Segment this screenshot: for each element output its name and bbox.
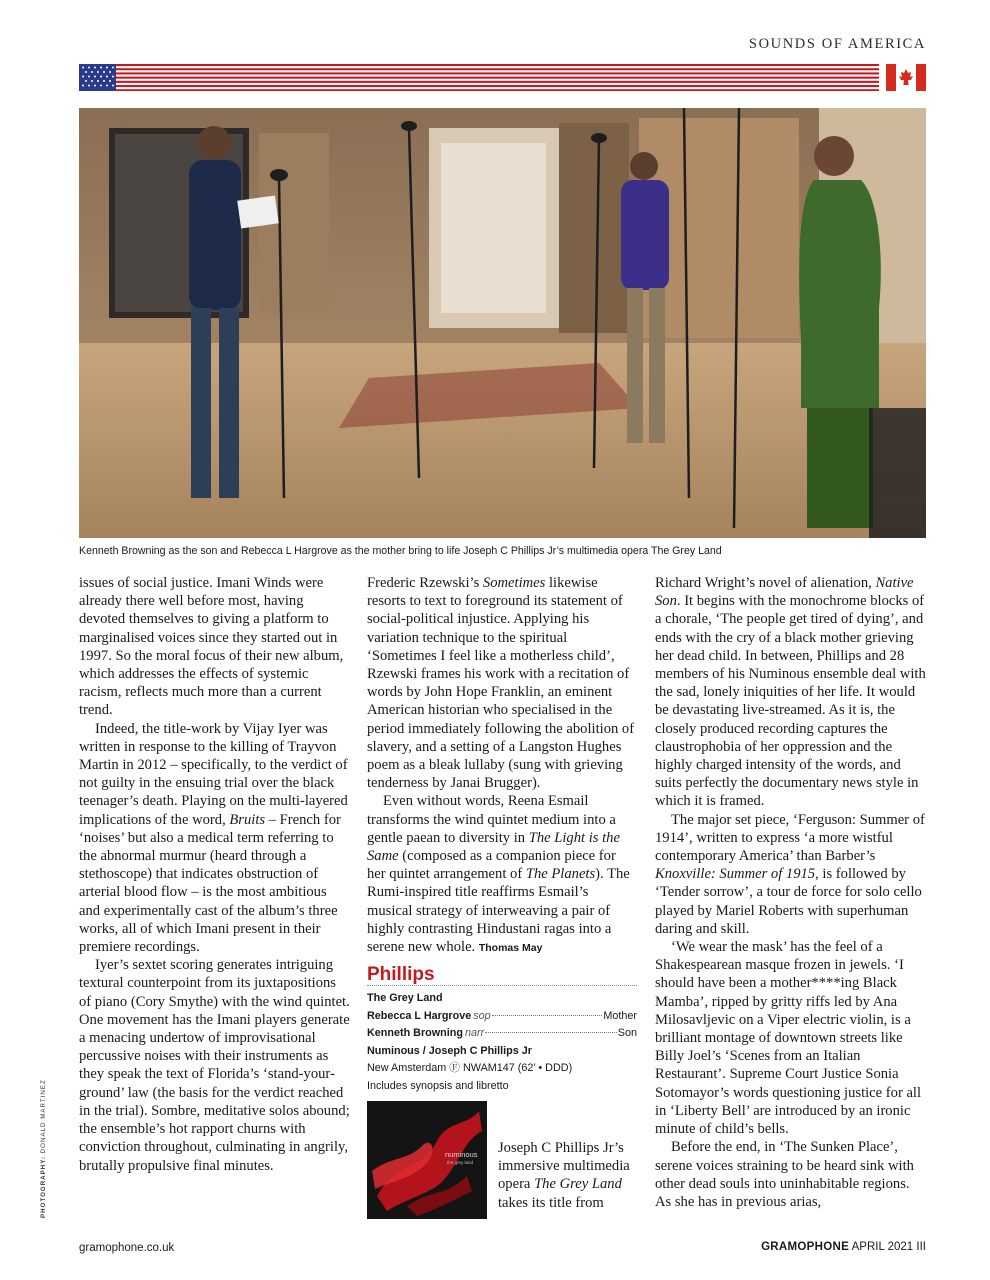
review-body (367, 1101, 637, 1219)
paragraph: issues of social justice. Imani Winds were already there well before most, having devoted themselves to giving a platform to marginalised voices since they started out in 1997. So the moral focus of their new album, which addresses the effects of systemic racism, reflects much more than a current trend. (79, 575, 344, 719)
review-box (367, 966, 637, 1219)
work-title: The Light is the Same (367, 829, 620, 865)
paragraph: Before the end, in ‘The Sunken Place’, serene voices straining to be heard sink with other dead souls into uninhabitable regions. As she has in previous arias, (655, 1139, 914, 1210)
studio-photo (79, 108, 926, 538)
flag-bar (79, 64, 926, 91)
paragraph (655, 811, 927, 938)
reviewer-byline: Thomas May (478, 942, 543, 955)
cast-voice: sop (473, 1009, 491, 1022)
cast-line (367, 1025, 637, 1042)
canada-flag-icon (886, 64, 926, 91)
footer-page-number: III (916, 1241, 926, 1253)
article-column-1 (79, 574, 351, 1175)
text-run: Richard Wright’s novel of alienation, (655, 575, 876, 591)
footer-folio (761, 1241, 926, 1253)
text-run: likewise resorts to text to foreground its statement of social-political injustice. Applying his variation technique to the spiritual ‘Sometimes I feel like a motherless child’, Rzewski frames his work with a recitation of words by John Hope Franklin, an eminent American historian who specialised in the period immediately following the abolition of slavery, and a setting of a Langston Hughes poem as a bleak lullaby (sung with grieving tenderness by Janai Brugger). (367, 575, 635, 792)
cast-role: Son (617, 1027, 637, 1040)
credit-name: DONALD MARTINEZ (40, 1079, 47, 1154)
paragraph: Iyer’s sextet scoring generates intriguing textural counterpoint from its juxtapositions of piano (Cory Smythe) with the wind quintet. One movement has the Imani players generate a menacing undertow of improvisational percussive noises with their instruments as they speak the text of Florida’s ‘stand-your-ground’ law (the basis for the verdict reached in the trial). Sombre, meditative solos abound; the ensemble’s hot rapport churns with conviction throughout, culminating in angrily, brutally propulsive final minutes. (79, 957, 350, 1174)
text-run: Frederic Rzewski’s (367, 575, 483, 591)
work-title: Knoxville: Summer of 1915 (655, 866, 816, 883)
text-run: . It begins with the monochrome blocks of a chorale, ‘The people get tired of dying’, and ends with the cry of a black mother grieving her dead child. In between, Phillips and 28 members of his Numinous ensemble deal with the sad, lonely iniquities of her life. It would be devastating live-streamed. As it is, the closely produced recording captures the claustrophobia of her oppression and the highly charged intensity of the words, and suits perfectly the documentary news style in which it is framed. (655, 593, 926, 810)
work-title: The Planets (525, 866, 596, 883)
cast-role: Mother (603, 1009, 637, 1022)
text-run: (composed as a companion piece for her quintet arrangement of (367, 848, 616, 883)
text-run: , is followed by ‘Tender sorrow’, a tour de force for solo cello played by Mariel Roberts with superhuman daring and skill. (655, 866, 922, 937)
photo-credit (40, 1079, 47, 1218)
cast-voice: narr (464, 1027, 485, 1040)
text-run: takes its title from (498, 1194, 604, 1211)
paragraph (655, 574, 927, 811)
text-run: The major set piece, ‘Ferguson: Summer of 1914’, written to express ‘a more wistful contemporary America’ than Barber’s (655, 811, 925, 865)
text-run: Indeed, the title-work by Vijay Iyer was written in response to the killing of Trayvon Martin in 2012 – specifically, to the verdict of not guilty in the ensuing trial over the black teenager’s death. Playing on the multi-layered implications of the word, (79, 720, 348, 828)
work-title: Bruits (229, 811, 266, 828)
text-run: Even without words, Reena Esmail transforms the wind quintet medium into a gentle paean to diversity in (367, 793, 616, 846)
footer-website: gramophone.co.uk (79, 1242, 175, 1254)
work-title: The Grey Land (534, 1176, 622, 1193)
photo-caption: Kenneth Browning as the son and Rebecca L Hargrove as the mother bring to life Joseph C Phillips Jr’s multimedia opera The Grey Land (79, 545, 722, 557)
review-label-line: New Amsterdam Ⓕ NWAM147 (62’ • DDD) (367, 1062, 573, 1075)
section-label: SOUNDS OF AMERICA (748, 36, 926, 52)
text-run: ). The Rumi-inspired title reaffirms Esmail’s musical strategy of interweaving a pair of highly contrasting Hindustani ragas into a serene new whole. (367, 866, 630, 956)
work-title: Native Son (655, 575, 914, 610)
review-composer: Phillips (367, 966, 637, 986)
review-performers: Numinous / Joseph C Phillips Jr (367, 1044, 532, 1057)
cover-title: numinous (445, 1149, 478, 1159)
footer-issue: APRIL 2021 (851, 1241, 914, 1253)
text-run: – French for ‘noises’ but also a medical term referring to the abnormal murmur (heard through a stethoscope) that indicates obstruction of arterial blood flow – is the most ambitious and experimentally cast of the album’s three works, all of which Imani present in their premiere recordings. (79, 811, 341, 956)
paragraph (367, 574, 637, 792)
article-column-2 (367, 574, 637, 1219)
cover-subtitle: the grey land (447, 1159, 474, 1165)
paragraph: ‘We wear the mask’ has the feel of a Shakespearean masque frozen in jewels. ‘I should have been a mother****ing Black Mamba’, ripped by gritty riffs led by Ana Milosavljevic on a Viper electric violin, is a brilliant montage of downtown streets like Billy Joel’s ‘Scenes from an Italian Restaurant’. Supreme Court Justice Sonia Sotomayor’s words questioning justice for all in ‘Liberty Bell’ are introduced by an ironic minute of child’s bells. (655, 939, 922, 1138)
text-run: Joseph C Phillips Jr’s immersive multimedia opera (498, 1139, 630, 1193)
singer-figure (799, 136, 881, 528)
article-column-3 (655, 574, 927, 1211)
paragraph (367, 792, 637, 957)
album-cover (367, 1101, 487, 1219)
review-extras: Includes synopsis and libretto (367, 1079, 509, 1092)
footer-magazine: GRAMOPHONE (761, 1241, 850, 1253)
cast-line (367, 1008, 637, 1025)
review-text (498, 1101, 637, 1219)
credit-label: PHOTOGRAPHY: (40, 1156, 47, 1218)
dot-leader (492, 1015, 603, 1016)
us-flag-icon (79, 64, 116, 91)
stripes-band (79, 64, 879, 91)
dot-leader (485, 1032, 617, 1033)
work-title: Sometimes (482, 575, 546, 591)
cast-name: Kenneth Browning (367, 1027, 463, 1040)
cast-name: Rebecca L Hargrove (367, 1009, 472, 1022)
paragraph (79, 720, 351, 957)
review-work-title: The Grey Land (367, 992, 443, 1005)
